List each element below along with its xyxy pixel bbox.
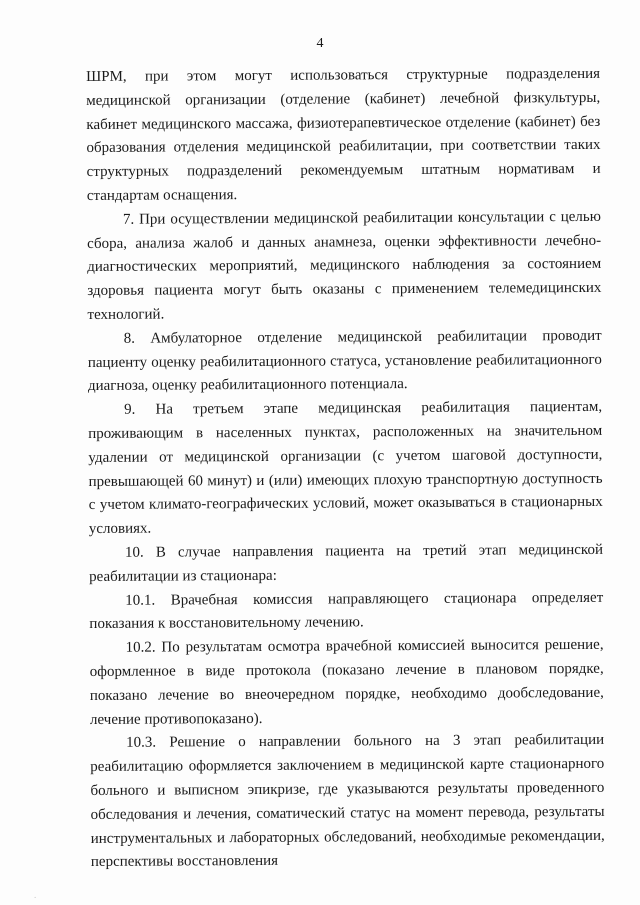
page-number: 4 bbox=[316, 36, 324, 51]
scan-corner-mark: . bbox=[34, 890, 37, 900]
paragraph-item-10: 10. В случае направления пациента на третий этап медицинской реабилитации из стационара: bbox=[89, 541, 604, 585]
paragraph-item-10-3: 10.3. Решение о направлении больного на 3 этап реабилитации реабилитацию оформляется заключением в медицинской карте стационарного больного и выписном эпикризе, где указываются результаты проведенного обследования и лечения, соматический статус на момент перевода, результаты инструментальных и лабораторных обследований, необходимые рекомендации, перспективы восстановления bbox=[90, 732, 605, 871]
paragraph-item-10-1: 10.1. Врачебная комиссия направляющего стационара определяет показания к восстановительному лечению. bbox=[89, 589, 604, 633]
paragraph-continuation: ШРМ, при этом могут использоваться структурные подразделения медицинской организации (отделение (кабинет) лечебной физкультуры, кабинет медицинского массажа, физиотерапевтическое отделение (кабинет) без образования отделения медицинской реабилитации, при соответствии таких структурных подразделений рекомендуемым штатным нормативам и стандартам оснащения. bbox=[86, 65, 601, 204]
document-body bbox=[86, 63, 605, 875]
paragraph-item-8: 8. Амбулаторное отделение медицинской реабилитации проводит пациенту оценку реабилитационного статуса, установление реабилитационного диагноза, оценку реабилитационного потенциала. bbox=[87, 327, 602, 395]
paragraph-item-10-2: 10.2. По результатам осмотра врачебной комиссией выносится решение, оформленное в виде протокола (показано лечение в плановом порядке, показано лечение во внеочередном порядке, необходимо дообследование, лечение противопоказано). bbox=[89, 636, 604, 728]
paragraph-item-7: 7. При осуществлении медицинской реабилитации консультации с целью сбора, анализа жалоб и данных анамнеза, оценки эффективности лечебно-диагностических мероприятий, медицинского наблюдения за состоянием здоровья пациента могут быть оказаны с применением телемедицинских технологий. bbox=[87, 208, 602, 323]
paragraph-item-9: 9. На третьем этапе медицинская реабилитация пациентам, проживающим в населенных пунктах, расположенных на значительном удалении от медицинской организации (с учетом шаговой доступности, превышающей 60 минут) и (или) имеющих плохую транспортную доступность с учетом климато-географических условий, может оказываться в стационарных условиях. bbox=[88, 399, 603, 538]
